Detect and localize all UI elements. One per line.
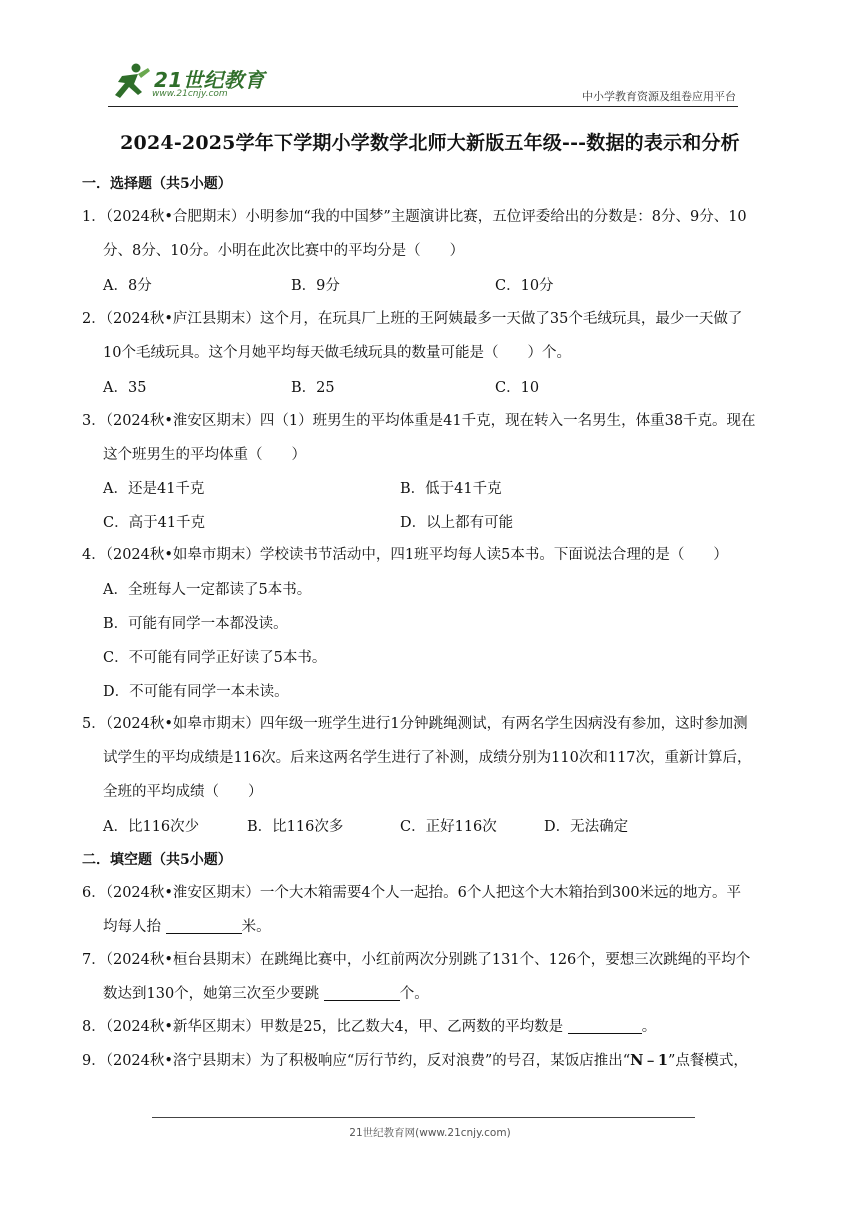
q3-option-d: D．以上都有可能 (400, 515, 514, 531)
logo (108, 62, 268, 104)
page-header (108, 62, 738, 108)
question-2 (82, 302, 782, 370)
question-9 (82, 1044, 782, 1078)
header-divider (108, 106, 738, 107)
question-5-line-3: 全班的平均成绩（ ） (103, 784, 263, 800)
logo-text: 21世纪教育 (154, 68, 265, 92)
section-heading-choice: 一．选择题（共5小题） (82, 176, 232, 192)
question-2-line-1: 2．（2024秋•庐江县期末）这个月，在玩具厂上班的王阿姨最多一天做了35个毛绒玩具，最少一天做了 (82, 311, 743, 327)
runner-logo-icon (108, 62, 152, 102)
footer-text: 21世纪教育网(www.21cnjy.com) (349, 1127, 511, 1139)
question-6 (82, 876, 782, 944)
question-8 (82, 1010, 782, 1044)
question-5-line-2: 试学生的平均成绩是116次。后来这两名学生进行了补测，成绩分别为110次和117次，重新计算后， (103, 750, 752, 766)
q4-option-a: A．全班每人一定都读了5本书。 (103, 582, 312, 598)
question-5-line-1: 5．（2024秋•如皋市期末）四年级一班学生进行1分钟跳绳测试，有两名学生因病没有参加，这时参加测 (82, 716, 748, 732)
q1-option-c: C．10分 (495, 278, 554, 294)
q3-option-c: C．高于41千克 (103, 515, 206, 531)
footer-divider (152, 1117, 695, 1118)
q1-option-a: A．8分 (103, 278, 152, 294)
question-5 (82, 707, 782, 809)
answer-blank[interactable] (166, 917, 242, 934)
question-7-line-2 (82, 977, 782, 1011)
question-8-end: 。 (641, 1019, 657, 1035)
q4-option-b: B．可能有同学一本都没读。 (103, 616, 288, 632)
q5-option-c: C．正好116次 (400, 819, 497, 835)
q2-option-c: C．10 (495, 380, 540, 396)
question-3 (82, 404, 782, 472)
section-heading-fill: 二．填空题（共5小题） (82, 852, 232, 868)
question-7-text: 数达到130个，她第三次至少要跳 (103, 986, 324, 1002)
logo-url: www.21cnjy.com (152, 89, 228, 99)
question-3-line-2: 这个班男生的平均体重（ ） (103, 447, 306, 463)
answer-blank[interactable] (568, 1017, 642, 1034)
answer-blank[interactable] (324, 984, 400, 1001)
q5-option-a: A．比116次少 (103, 819, 200, 835)
q3-option-a: A．还是41千克 (103, 481, 205, 497)
q4-option-c: C．不可能有同学正好读了5本书。 (103, 650, 327, 666)
question-4 (82, 538, 782, 572)
question-7-unit: 个。 (399, 986, 429, 1002)
question-9-line-1 (82, 1044, 782, 1078)
question-6-text: 均每人抬 (103, 919, 166, 935)
question-7-line-1: 7．（2024秋•桓台县期末）在跳绳比赛中，小红前两次分别跳了131个、126个，要想三次跳绳的平均个 (82, 952, 751, 968)
question-2-line-2: 10个毛绒玩具。这个月她平均每天做毛绒玩具的数量可能是（ ）个。 (103, 345, 571, 361)
page-title: 2024-2025学年下学期小学数学北师大新版五年级---数据的表示和分析 (120, 132, 740, 154)
q2-option-a: A．35 (103, 380, 147, 396)
question-1-line-1: 1．（2024秋•合肥期末）小明参加“我的中国梦”主题演讲比赛，五位评委给出的分数是：8分、9分、10 (82, 209, 747, 225)
question-8-text: 8．（2024秋•新华区期末）甲数是25，比乙数大4，甲、乙两数的平均数是 (82, 1019, 568, 1035)
question-6-unit: 米。 (241, 919, 271, 935)
question-4-line-1: 4．（2024秋•如皋市期末）学校读书节活动中，四1班平均每人读5本书。下面说法合理的是（ ） (82, 547, 728, 563)
question-6-line-1: 6．（2024秋•淮安区期末）一个大木箱需要4个人一起抬。6个人把这个大木箱抬到300米远的地方。平 (82, 885, 742, 901)
q4-option-d: D．不可能有同学一本未读。 (103, 684, 289, 700)
question-9-text: 9．（2024秋•洛宁县期末）为了积极响应“厉行节约，反对浪费”的号召，某饭店推出“ (82, 1053, 631, 1069)
q3-option-b: B．低于41千克 (400, 481, 502, 497)
question-1-line-2: 分、8分、10分。小明在此次比赛中的平均分是（ ） (103, 243, 465, 259)
question-8-line-1 (82, 1010, 782, 1044)
question-6-line-2 (82, 910, 782, 944)
q5-option-b: B．比116次多 (247, 819, 344, 835)
question-7 (82, 943, 782, 1011)
platform-tagline: 中小学教育资源及组卷应用平台 (582, 90, 736, 103)
q1-option-b: B．9分 (291, 278, 340, 294)
q2-option-b: B．25 (291, 380, 335, 396)
question-3-line-1: 3．（2024秋•淮安区期末）四（1）班男生的平均体重是41千克，现在转入一名男生，体重38千克。现在 (82, 413, 756, 429)
q5-option-d: D．无法确定 (544, 819, 629, 835)
question-1 (82, 200, 782, 268)
question-9-text-end: ”点餐模式， (668, 1053, 748, 1069)
question-9-bold-term: N﹣1 (630, 1052, 669, 1069)
